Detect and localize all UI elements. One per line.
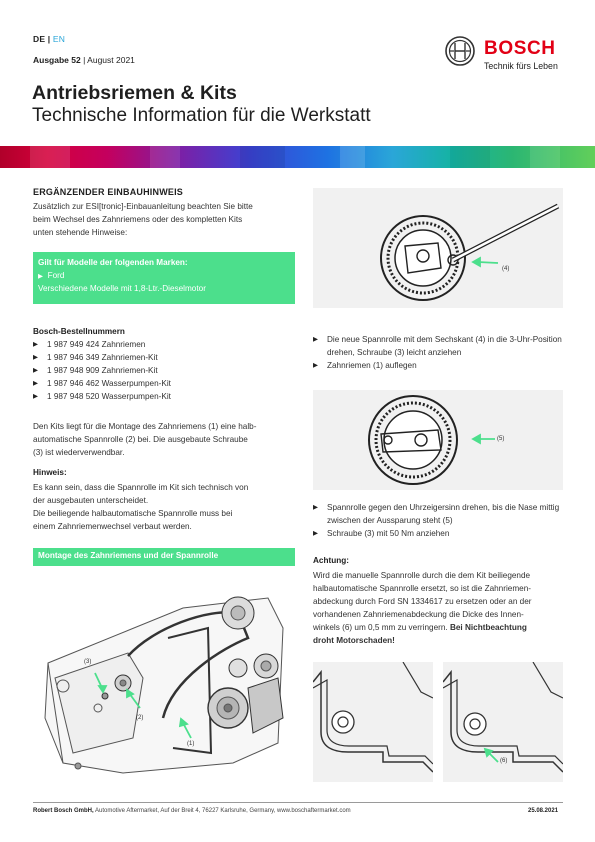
list-item: ▶ 1 987 946 349 Zahnriemen-Kit: [33, 351, 295, 364]
steps-list-1: [313, 333, 575, 372]
page-title: Antriebsriemen & Kits: [32, 82, 237, 104]
label-inner-angle: (6): [500, 758, 508, 764]
warning-heading: Achtung:: [313, 556, 349, 565]
engine-illustration: [33, 568, 295, 778]
note-line: Die beiliegende halbautomatische Spannrolle muss bei: [33, 509, 233, 519]
applicability-heading: Gilt für Modelle der folgenden Marken:: [38, 258, 188, 267]
warning-text: [313, 569, 573, 648]
brand-tagline: Technik fürs Leben: [484, 61, 558, 71]
cover-image-2: [443, 662, 563, 782]
warning-line-text: winkels (6) um 0,5 mm zu verringern.: [313, 623, 448, 633]
warning-line: Wird die manuelle Spannrolle durch die dem Kit beiliegende: [313, 571, 531, 580]
note-text: [33, 481, 295, 533]
order-numbers-heading: Bosch-Bestellnummern: [33, 327, 125, 336]
applicability-brand: [38, 271, 64, 280]
steps-list-2: [313, 501, 575, 540]
issue-number: Ausgabe 52: [33, 55, 81, 65]
issue-date: | August 2021: [80, 55, 135, 65]
issue-info: [33, 55, 135, 65]
bosch-armature-icon: [444, 35, 476, 67]
warning-line: [313, 634, 573, 647]
label-notch: (5): [497, 436, 505, 442]
label-belt: (1): [187, 741, 195, 747]
list-item: ▶ Spannrolle gegen den Uhrzeigersinn drehen, bis die Nase mittig zwischen der Aussparung steht (5): [313, 501, 575, 527]
brand-name: BOSCH: [484, 38, 556, 59]
language-switch: [33, 34, 65, 44]
lang-separator: |: [45, 34, 53, 44]
footer-date: 25.08.2021: [528, 808, 559, 814]
list-item: ▶ 1 987 949 424 Zahnriemen: [33, 338, 295, 351]
warning-line: [313, 621, 573, 634]
list-item: ▶ Zahnriemen (1) auflegen: [313, 359, 575, 372]
footer-address-text: Automotive Aftermarket, Auf der Breit 4, 76227 Karlsruhe, Germany, www.boschaftermarket.com: [93, 808, 351, 814]
cover-image-1: [313, 662, 433, 782]
page-subtitle: Technische Information für die Werkstatt: [32, 105, 371, 126]
brand-label: Ford: [47, 271, 65, 280]
assembly-heading: Montage des Zahnriemens und der Spannrolle: [38, 551, 219, 560]
intro-line: beim Wechsel des Zahnriemens oder des kompletten Kits: [33, 215, 243, 225]
label-screw: (3): [84, 659, 92, 665]
tensioner-image-2: [313, 390, 563, 490]
note-line: Es kann sein, dass die Spannrolle im Kit sich technisch von: [33, 483, 249, 492]
kits-text: [33, 420, 295, 459]
applicability-models: Verschiedene Modelle mit 1,8-Ltr.-Dieselmotor: [38, 284, 206, 293]
lang-de[interactable]: DE: [33, 34, 46, 44]
note-line: der ausgebauten unterscheidet.: [33, 496, 149, 506]
list-item: ▶ 1 987 948 909 Zahnriemen-Kit: [33, 364, 295, 377]
list-item: ▶ Schraube (3) mit 50 Nm anziehen: [313, 527, 575, 540]
warning-emphasis-2: droht Motorschaden!: [313, 636, 395, 646]
tensioner-image-1: [313, 188, 563, 308]
section-heading: ERGÄNZENDER EINBAUHINWEIS: [33, 187, 184, 197]
assembly-heading-bar: [33, 548, 295, 566]
warning-line: abdeckung durch Ford SN 1334617 zu ersetzen oder an der: [313, 597, 532, 607]
color-band: [0, 146, 595, 168]
label-hexagon: (4): [502, 266, 510, 272]
list-item: ▶ 1 987 946 462 Wasserpumpen-Kit: [33, 377, 295, 390]
footer-address: [33, 808, 351, 814]
note-heading: Hinweis:: [33, 468, 67, 477]
intro-line: Zusätzlich zur ESI[tronic]-Einbauanleitung beachten Sie bitte: [33, 202, 253, 211]
warning-line: halbautomatische Spannrolle ersetzt, so ist die Zahnriemen-: [313, 584, 531, 594]
footer-company: Robert Bosch GmbH,: [33, 808, 94, 814]
kits-line: (3) ist wiederverwendbar.: [33, 448, 125, 458]
warning-emphasis: Bei Nichtbeachtung: [449, 623, 527, 633]
kits-line: Den Kits liegt für die Montage des Zahnriemens (1) eine halb-: [33, 422, 257, 431]
note-line: einem Zahnriemenwechsel verbaut werden.: [33, 522, 192, 532]
kits-line: automatische Spannrolle (2) bei. Die ausgebaute Schraube: [33, 435, 248, 445]
list-item: ▶ 1 987 948 520 Wasserpumpen-Kit: [33, 390, 295, 403]
label-tensioner: (2): [136, 715, 144, 721]
arrow-icon: ▶: [38, 273, 43, 280]
applicability-box: [33, 252, 295, 304]
list-item: ▶ Die neue Spannrolle mit dem Sechskant (4) in die 3-Uhr-Position drehen, Schraube (3) leicht anziehen: [313, 333, 575, 359]
intro-text: [33, 200, 295, 239]
warning-line: vorhandenen Zahnriemenabdeckung die Dicke des Innen-: [313, 610, 524, 620]
footer-divider: [33, 802, 563, 803]
order-numbers-list: [33, 338, 295, 403]
intro-line: unten stehende Hinweise:: [33, 228, 128, 238]
lang-en[interactable]: EN: [52, 34, 66, 44]
